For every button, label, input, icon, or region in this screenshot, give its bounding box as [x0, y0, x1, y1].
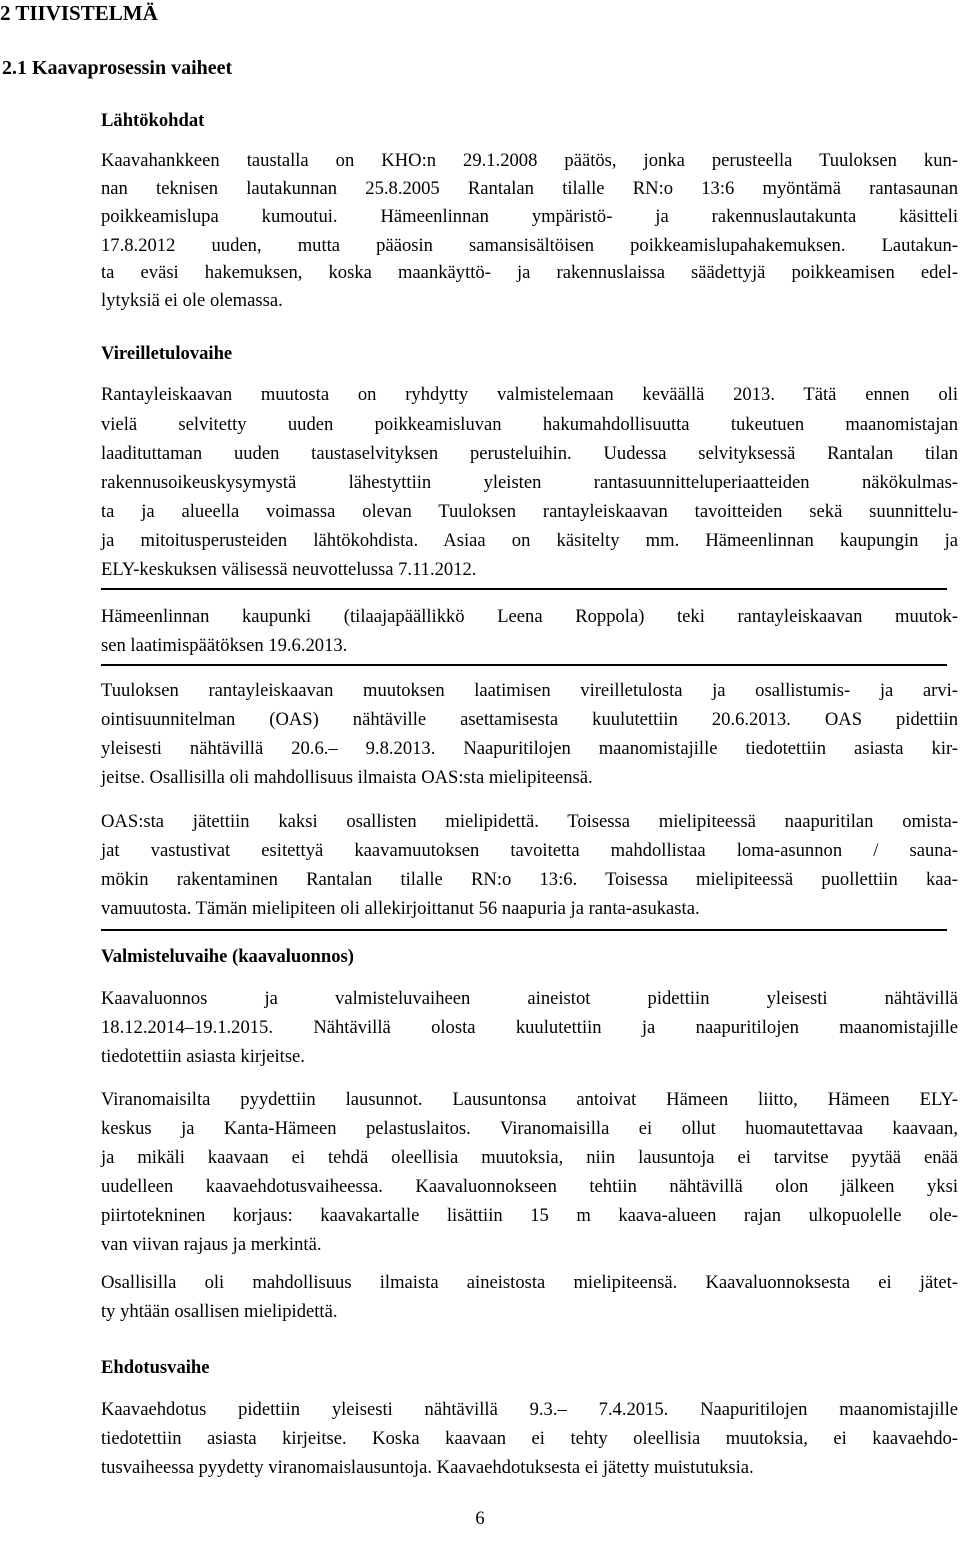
- text-line: Osallisilla oli mahdollisuus ilmaista aineistosta mielipiteensä. Kaavaluonnoksesta ei jätet-: [101, 1272, 958, 1293]
- text-line: uudelleen kaavaehdotusvaiheessa. Kaavaluonnokseen tehtiin nähtävillä olon jälkeen yksi: [101, 1176, 958, 1197]
- text-line: ja mikäli kaavaan ei tehdä oleellisia muutoksia, niin lausuntoja ei tarvitse pyytää enää: [101, 1147, 958, 1168]
- text-line: Kaavaehdotus pidettiin yleisesti nähtävillä 9.3.– 7.4.2015. Naapuritilojen maanomistajille: [101, 1399, 958, 1420]
- text-line: Rantayleiskaavan muutosta on ryhdytty valmistelemaan keväällä 2013. Tätä ennen oli: [101, 384, 958, 405]
- text-line: tusvaiheessa pyydetty viranomaislausuntoja. Kaavaehdotuksesta ei jätetty muistutuksia.: [101, 1457, 754, 1478]
- text-line: jeitse. Osallisilla oli mahdollisuus ilmaista OAS:sta mielipiteensä.: [101, 767, 593, 788]
- text-line: lytyksiä ei ole olemassa.: [101, 290, 283, 311]
- text-line: yleisesti nähtävillä 20.6.– 9.8.2013. Naapuritilojen maanomistajille tiedotettiin asiasta kir-: [101, 738, 958, 759]
- text-line: 18.12.2014–19.1.2015. Nähtävillä olosta kuulutettiin ja naapuritilojen maanomistajille: [101, 1017, 958, 1038]
- text-line: ja mitoitusperusteiden lähtökohdista. Asiaa on käsitelty mm. Hämeenlinnan kaupungin ja: [101, 530, 958, 551]
- text-line: laadituttaman uuden taustaselvityksen perusteluihin. Uudessa selvityksessä Rantalan tilan: [101, 443, 958, 464]
- text-line: ta ja alueella voimassa olevan Tuuloksen rantayleiskaavan tavoitteiden sekä suunnittelu-: [101, 501, 958, 522]
- section-heading: 2.1 Kaavaprosessin vaiheet: [2, 57, 233, 79]
- text-line: 17.8.2012 uuden, mutta pääosin samansisältöisen poikkeamislupahakemuksen. Lautakun-: [101, 235, 958, 256]
- text-line: rakennusoikeuskysymystä lähestyttiin yleisten rantasuunnitteluperiaatteiden näkökulmas-: [101, 472, 958, 493]
- horizontal-rule: [101, 664, 947, 666]
- text-line: ointisuunnitelman (OAS) nähtäville asettamisesta kuulutettiin 20.6.2013. OAS pidettiin: [101, 709, 958, 730]
- text-line: jat vastustivat esitettyä kaavamuutoksen tavoitetta mahdollistaa loma-asunnon / sauna-: [101, 840, 958, 861]
- horizontal-rule: [101, 929, 947, 931]
- text-line: sen laatimispäätöksen 19.6.2013.: [101, 635, 348, 656]
- chapter-heading: 2 TIIVISTELMÄ: [0, 1, 158, 25]
- text-line: ty yhtään osallisen mielipidettä.: [101, 1301, 338, 1322]
- text-line: poikkeamislupa kumoutui. Hämeenlinnan ympäristö- ja rakennuslautakunta käsitteli: [101, 206, 958, 227]
- horizontal-rule: [101, 588, 947, 590]
- page-number: 6: [475, 1508, 485, 1529]
- text-line: mökin rakentaminen Rantalan tilalle RN:o 13:6. Toisessa mielipiteessä puollettiin kaa-: [101, 869, 958, 890]
- text-line: Hämeenlinnan kaupunki (tilaajapäällikkö Leena Roppola) teki rantayleiskaavan muutok-: [101, 606, 958, 627]
- text-line: vielä selvitetty uuden poikkeamisluvan hakumahdollisuutta tukeutuen maanomistajan: [101, 414, 958, 435]
- text-line: Viranomaisilta pyydettiin lausunnot. Lausuntonsa antoivat Hämeen liitto, Hämeen ELY-: [101, 1089, 958, 1110]
- text-line: Kaavahankkeen taustalla on KHO:n 29.1.2008 päätös, jonka perusteella Tuuloksen kun-: [101, 150, 958, 171]
- text-line: nan teknisen lautakunnan 25.8.2005 Rantalan tilalle RN:o 13:6 myöntämä rantasaunan: [101, 178, 958, 199]
- subsection-heading-ehdotus: Ehdotusvaihe: [101, 1357, 210, 1378]
- text-line: Tuuloksen rantayleiskaavan muutoksen laatimisen vireilletulosta ja osallistumis- ja arvi-: [101, 680, 958, 701]
- text-line: piirtotekninen korjaus: kaavakartalle lisättiin 15 m kaava-alueen rajan ulkopuolelle ole-: [101, 1205, 958, 1226]
- subsection-heading-lahtokohdat: Lähtökohdat: [101, 110, 205, 131]
- subsection-heading-vireilletulo: Vireilletulovaihe: [101, 343, 233, 364]
- text-line: OAS:sta jätettiin kaksi osallisten mielipidettä. Toisessa mielipiteessä naapuritilan omista-: [101, 811, 958, 832]
- text-line: vamuutosta. Tämän mielipiteen oli allekirjoittanut 56 naapuria ja ranta-asukasta.: [101, 898, 700, 919]
- text-line: keskus ja Kanta-Hämeen pelastuslaitos. Viranomaisilla ei ollut huomautettavaa kaavaan,: [101, 1118, 958, 1139]
- text-line: tiedotettiin asiasta kirjeitse. Koska kaavaan ei tehty oleellisia muutoksia, ei kaavaehdo-: [101, 1428, 958, 1449]
- text-line: ta eväsi hakemuksen, koska maankäyttö- ja rakennuslaissa säädettyjä poikkeamisen edel-: [101, 262, 958, 283]
- text-line: van viivan rajaus ja merkintä.: [101, 1234, 322, 1255]
- text-line: tiedotettiin asiasta kirjeitse.: [101, 1046, 305, 1067]
- text-line: Kaavaluonnos ja valmisteluvaiheen aineistot pidettiin yleisesti nähtävillä: [101, 988, 958, 1009]
- text-line: ELY-keskuksen välisessä neuvottelussa 7.11.2012.: [101, 559, 477, 580]
- subsection-heading-valmistelu: Valmisteluvaihe (kaavaluonnos): [101, 946, 354, 967]
